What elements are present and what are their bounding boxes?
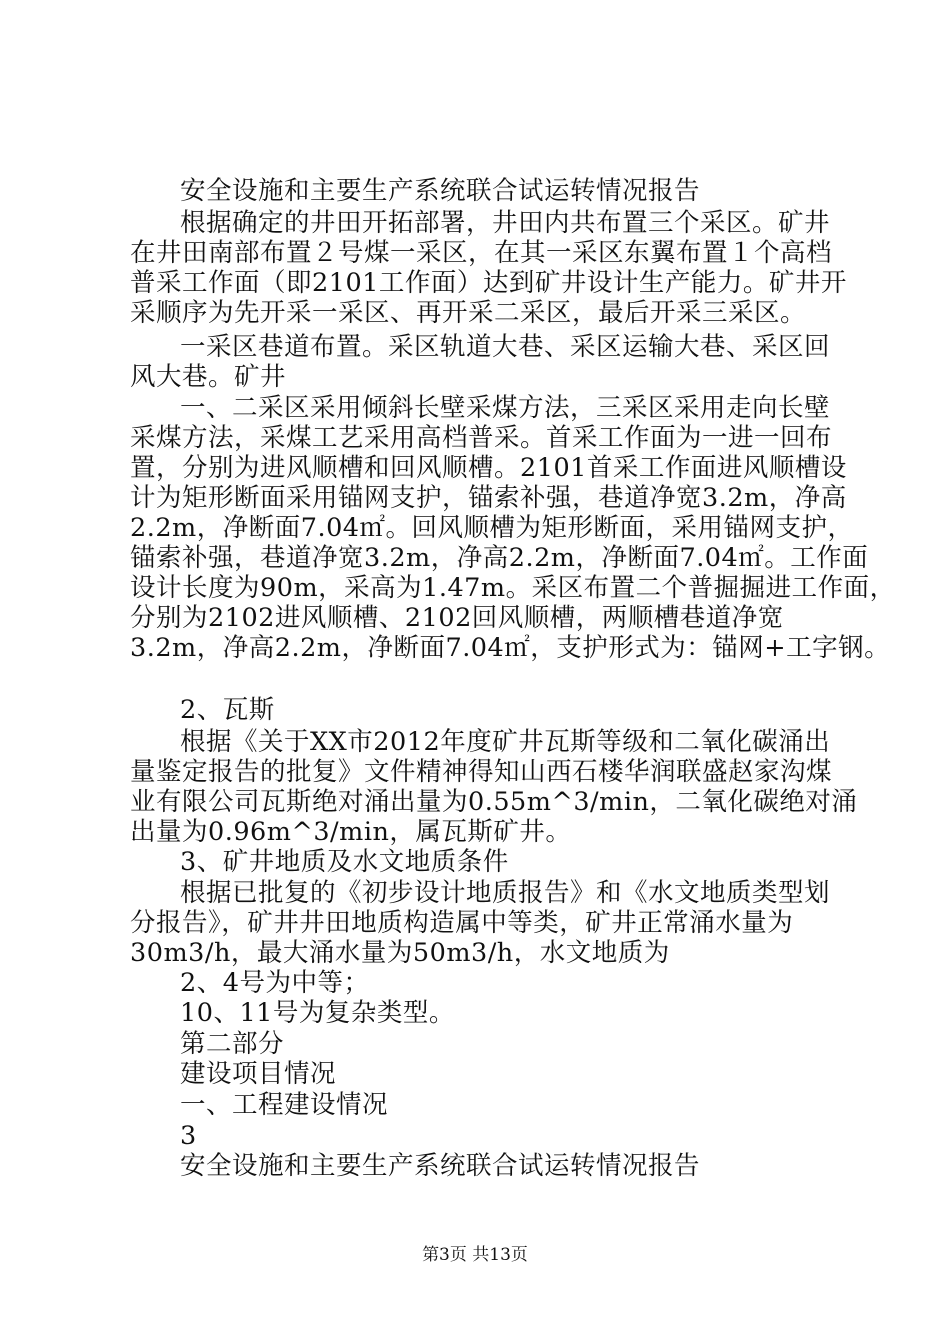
paragraph-line: 一、二采区采用倾斜长壁采煤方法，三采区采用走向长壁 [180, 393, 831, 423]
section-heading-geology: 3、矿井地质及水文地质条件 [180, 847, 509, 877]
paragraph-line: 分报告》，矿井井田地质构造属中等类，矿井正常涌水量为 [130, 908, 794, 938]
section-heading-gas: 2、瓦斯 [180, 695, 275, 725]
paragraph-line: 出量为0.96m^3/min，属瓦斯矿井。 [130, 817, 572, 847]
paragraph-line: 普采工作面（即2101工作面）达到矿井设计生产能力。矿井开 [130, 268, 847, 298]
text-line-seams-2-4: 2、4号为中等； [180, 968, 370, 998]
part-heading: 第二部分 [180, 1029, 285, 1059]
paragraph-line: 业有限公司瓦斯绝对涌出量为0.55m^3/min，二氧化碳绝对涌 [130, 787, 858, 817]
document-title-repeat: 安全设施和主要生产系统联合试运转情况报告 [180, 1151, 701, 1181]
paragraph-line: 一采区巷道布置。采区轨道大巷、采区运输大巷、采区回 [180, 332, 831, 362]
paragraph-line: 置，分别为进风顺槽和回风顺槽。2101首采工作面进风顺槽设 [130, 453, 847, 483]
project-heading: 建设项目情况 [180, 1059, 337, 1089]
paragraph-line: 30m3/h，最大涌水量为50m3/h，水文地质为 [130, 938, 670, 968]
paragraph-line: 采煤方法，采煤工艺采用高档普采。首采工作面为一进一回布 [130, 423, 833, 453]
paragraph-line: 2.2m，净断面7.04㎡。回风顺槽为矩形断面，采用锚网支护， [130, 513, 854, 543]
paragraph-line: 量鉴定报告的批复》文件精神得知山西石楼华润联盛赵家沟煤 [130, 757, 833, 787]
paragraph-line: 锚索补强，巷道净宽3.2m，净高2.2m，净断面7.04㎡。工作面 [130, 543, 869, 573]
document-title: 安全设施和主要生产系统联合试运转情况报告 [180, 176, 701, 206]
paragraph-line: 分别为2102进风顺槽、2102回风顺槽，两顺槽巷道净宽 [130, 603, 784, 633]
paragraph-line: 设计长度为90m，采高为1.47m。采区布置二个普掘掘进工作面， [130, 573, 896, 603]
text-line-seams-10-11: 10、11号为复杂类型。 [180, 998, 455, 1028]
paragraph-line: 计为矩形断面采用锚网支护，锚索补强，巷道净宽3.2m，净高 [130, 483, 847, 513]
paragraph-line: 根据《关于XX市2012年度矿井瓦斯等级和二氧化碳涌出 [180, 727, 831, 757]
paragraph-line: 在井田南部布置２号煤一采区，在其一采区东翼布置１个高档 [130, 238, 833, 268]
paragraph-line: 根据已批复的《初步设计地质报告》和《水文地质类型划 [180, 878, 831, 908]
construction-heading: 一、工程建设情况 [180, 1090, 389, 1120]
paragraph-line: 采顺序为先开采一采区、再开采二采区，最后开采三采区。 [130, 298, 807, 328]
page-mark: 3 [180, 1121, 197, 1151]
page-footer: 第3页 共13页 [422, 1245, 528, 1265]
paragraph-line: 3.2m，净高2.2m，净断面7.04㎡，支护形式为：锚网+工字钢。 [130, 633, 891, 663]
paragraph-line: 根据确定的井田开拓部署，井田内共布置三个采区。矿井 [180, 208, 831, 238]
paragraph-line: 风大巷。矿井 [130, 362, 287, 392]
